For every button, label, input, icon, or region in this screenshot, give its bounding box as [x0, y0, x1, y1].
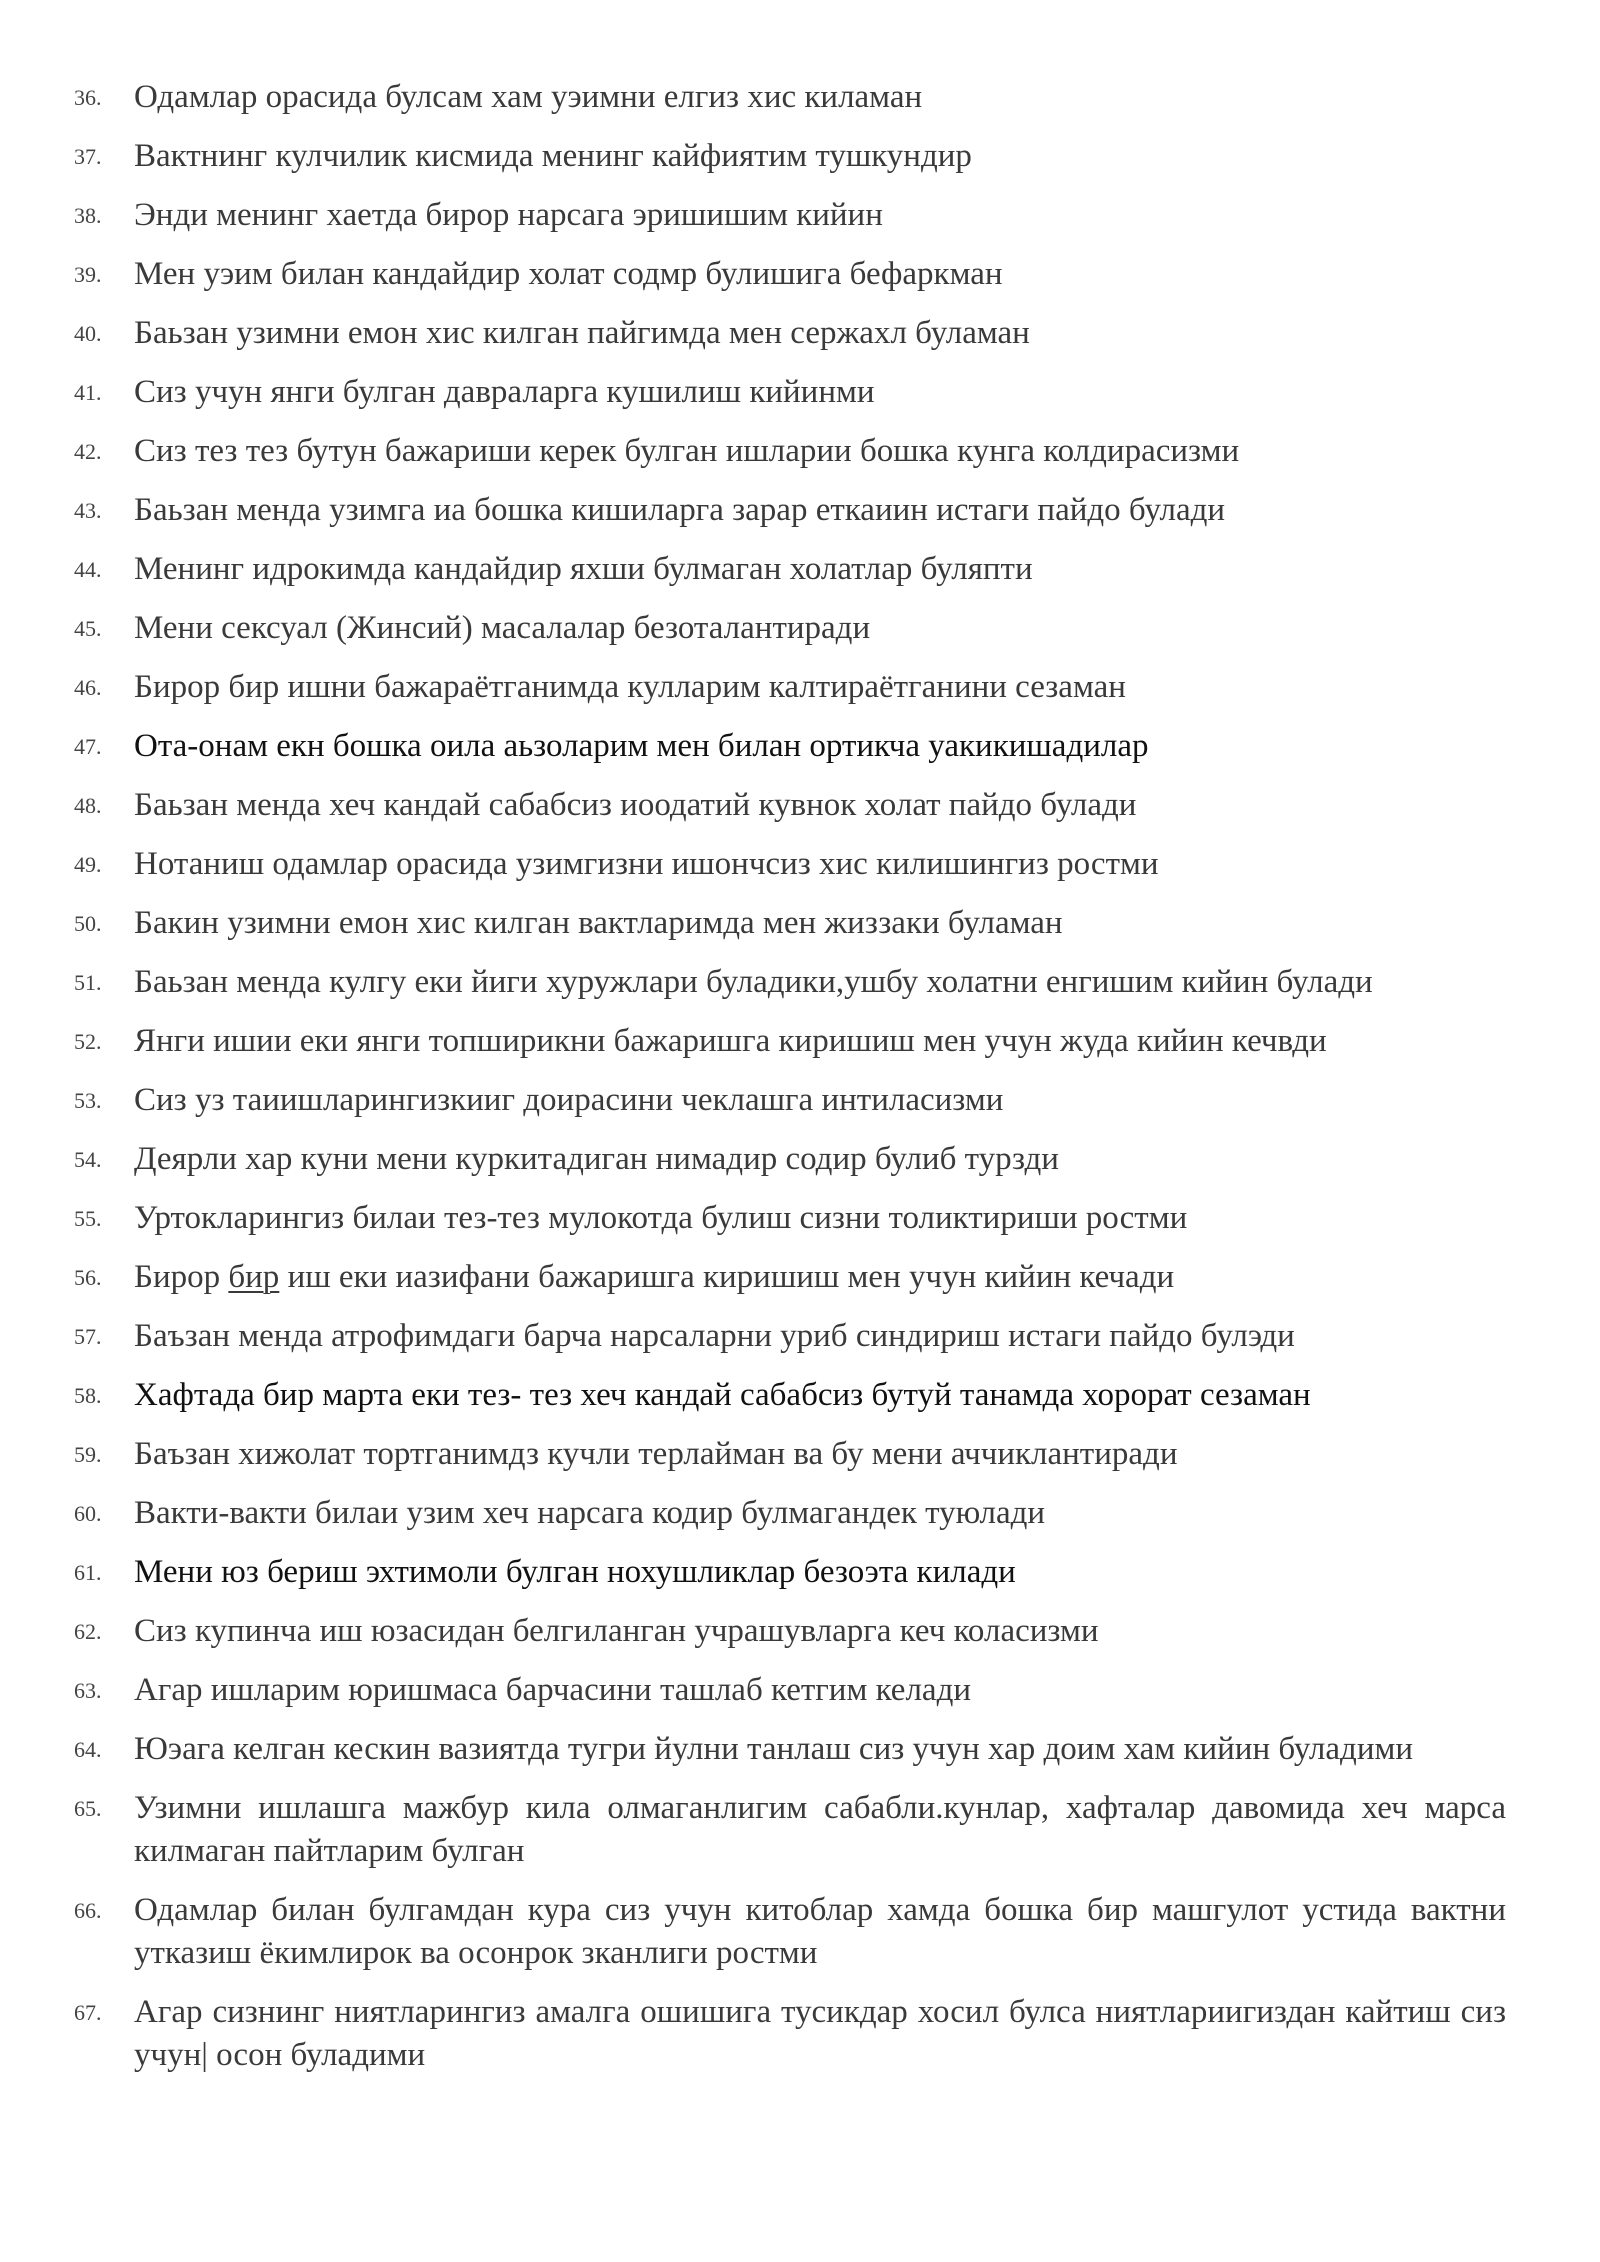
list-item	[74, 430, 1506, 473]
item-text: Сиз купинча иш юзасидан белгиланган учрашувларга кеч коласизми	[134, 1613, 1099, 1649]
list-item	[74, 1020, 1506, 1063]
item-text: Бакин узимни емон хис килган вактларимда мен жиззаки буламан	[134, 905, 1063, 941]
item-text: Мени юз бериш эхтимоли булган нохушликлар безоэта килади	[134, 1554, 1016, 1590]
item-number: 54.	[74, 1147, 102, 1172]
item-number: 59.	[74, 1442, 102, 1467]
item-text: Сиз учун янги булган давраларга кушилиш кийинми	[134, 374, 875, 410]
list-item	[74, 902, 1506, 945]
item-text: Одамлар билан булгамдан кура сиз учун китоблар хамда бошка бир машгулот устида вактни утказиш ёкимлирок ва осонрок зканлиги ростми	[134, 1892, 1506, 1971]
list-item	[74, 1315, 1506, 1358]
list-item	[74, 843, 1506, 886]
item-number: 45.	[74, 616, 102, 641]
item-number: 55.	[74, 1206, 102, 1231]
list-item	[74, 76, 1506, 119]
item-text: Баъзан менда атрофимдаги барча нарсаларни уриб синдириш истаги пайдо булэди	[134, 1318, 1295, 1354]
list-item	[74, 1492, 1506, 1535]
item-number: 50.	[74, 911, 102, 936]
item-number: 56.	[74, 1265, 102, 1290]
list-item	[74, 1256, 1506, 1299]
item-number: 58.	[74, 1383, 102, 1408]
list-item	[74, 1669, 1506, 1712]
list-item	[74, 961, 1506, 1004]
item-text-pre: Бирор	[134, 1259, 229, 1295]
list-item	[74, 194, 1506, 237]
list-item	[74, 489, 1506, 532]
item-text: Бирор бир ишни бажараётганимда кулларим калтираётганини сезаман	[134, 669, 1126, 705]
item-number: 49.	[74, 852, 102, 877]
item-number: 67.	[74, 2000, 102, 2025]
item-text: Вакти-вакти билаи узим хеч нарсага кодир булмагандек туюлади	[134, 1495, 1046, 1531]
item-text: Мен уэим билан кандайдир холат содмр булишига бефаркман	[134, 256, 1003, 292]
item-number: 53.	[74, 1088, 102, 1113]
item-number: 36.	[74, 85, 102, 110]
item-number: 57.	[74, 1324, 102, 1349]
item-text: Уртокларингиз билаи тез-тез мулокотда булиш сизни толиктириши ростми	[134, 1200, 1188, 1236]
list-item	[74, 607, 1506, 650]
list-item	[74, 666, 1506, 709]
list-item	[74, 253, 1506, 296]
item-number: 42.	[74, 439, 102, 464]
item-text: Баьзан менда хеч кандай сабабсиз иоодатий кувнок холат пайдо булади	[134, 787, 1137, 823]
question-list	[74, 76, 1506, 2093]
item-number: 62.	[74, 1619, 102, 1644]
item-number: 47.	[74, 734, 102, 759]
list-item	[74, 548, 1506, 591]
item-number: 39.	[74, 262, 102, 287]
item-number: 60.	[74, 1501, 102, 1526]
item-number: 41.	[74, 380, 102, 405]
list-item	[74, 1610, 1506, 1653]
item-text: Менинг идрокимда кандайдир яхши булмаган холатлар буляпти	[134, 551, 1033, 587]
item-number: 46.	[74, 675, 102, 700]
list-item	[74, 1197, 1506, 1240]
item-number: 52.	[74, 1029, 102, 1054]
item-text: Агар сизнинг ниятларингиз амалга ошишига тусикдар хосил булса ниятлариигиздан кайтиш сиз учун| осон буладими	[134, 1994, 1506, 2073]
item-number: 61.	[74, 1560, 102, 1585]
item-text-post: иш еки иазифани бажаришга киришиш мен учун кийин кечади	[279, 1259, 1175, 1295]
item-number: 48.	[74, 793, 102, 818]
item-number: 66.	[74, 1898, 102, 1923]
item-text: Баьзан менда узимга иа бошка кишиларга зарар еткаиин истаги пайдо булади	[134, 492, 1226, 528]
item-number: 43.	[74, 498, 102, 523]
item-text: Одамлар орасида булсам хам уэимни елгиз хис киламан	[134, 79, 923, 115]
item-text: Энди менинг хаетда бирор нарсага эришишим кийин	[134, 197, 883, 233]
item-text: Юэага келган кескин вазиятда тугри йулни танлаш сиз учун хар доим хам кийин буладими	[134, 1731, 1414, 1767]
list-item	[74, 1991, 1506, 2077]
item-number: 40.	[74, 321, 102, 346]
list-item	[74, 1551, 1506, 1594]
item-text: Ота-онам екн бошка оила аьзоларим мен билан ортикча уакикишадилар	[134, 728, 1149, 764]
list-item	[74, 725, 1506, 768]
list-item	[74, 1138, 1506, 1181]
item-number: 51.	[74, 970, 102, 995]
item-number: 63.	[74, 1678, 102, 1703]
item-text: Вактнинг кулчилик кисмида менинг кайфиятим тушкундир	[134, 138, 972, 174]
item-number: 64.	[74, 1737, 102, 1762]
item-text: Мени сексуал (Жинсий) масалалар безоталантиради	[134, 610, 871, 646]
list-item	[74, 1787, 1506, 1873]
underlined-word: бир	[228, 1259, 280, 1295]
item-number: 65.	[74, 1796, 102, 1821]
list-item	[74, 135, 1506, 178]
item-text: Сиз уз таиишларингизкииг доирасини чеклашга интиласизми	[134, 1082, 1004, 1118]
list-item	[74, 1433, 1506, 1476]
item-text: Баьзан узимни емон хис килган пайгимда мен сержахл буламан	[134, 315, 1030, 351]
list-item	[74, 1728, 1506, 1771]
item-text: Баъзан хижолат тортганимдз кучли терлайман ва бу мени аччиклантиради	[134, 1436, 1178, 1472]
list-item	[74, 1889, 1506, 1975]
list-item	[74, 784, 1506, 827]
item-text: Узимни ишлашга мажбур кила олмаганлигим сабабли.кунлар, хафталар давомида хеч марса килмаган пайтларим булган	[134, 1790, 1506, 1869]
item-text: Хафтада бир марта еки тез- тез хеч кандай сабабсиз бутуй танамда хорорат сезаман	[134, 1377, 1311, 1413]
item-text: Нотаниш одамлар орасида узимгизни ишончсиз хис килишингиз ростми	[134, 846, 1159, 882]
item-text: Баьзан менда кулгу еки йиги хуружлари буладики,ушбу холатни енгишим кийин булади	[134, 964, 1373, 1000]
item-text: Агар ишларим юришмаса барчасини ташлаб кетгим келади	[134, 1672, 972, 1708]
item-text	[134, 1256, 1506, 1299]
item-text: Деярли хар куни мени куркитадиган нимадир содир булиб турзди	[134, 1141, 1059, 1177]
item-text: Янги ишии еки янги топширикни бажаришга киришиш мен учун жуда кийин кечвди	[134, 1023, 1327, 1059]
item-number: 44.	[74, 557, 102, 582]
list-item	[74, 312, 1506, 355]
list-item	[74, 1079, 1506, 1122]
item-number: 38.	[74, 203, 102, 228]
item-text: Сиз тез тез бутун бажариши керек булган ишларии бошка кунга колдирасизми	[134, 433, 1240, 469]
item-number: 37.	[74, 144, 102, 169]
list-item	[74, 1374, 1506, 1417]
list-item	[74, 371, 1506, 414]
